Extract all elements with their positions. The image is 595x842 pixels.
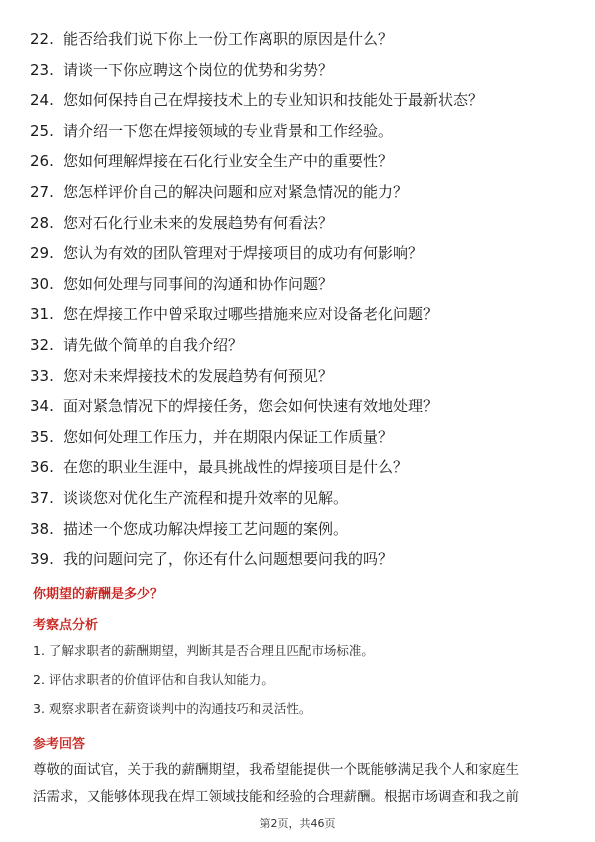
list-item: 1. 了解求职者的薪酬期望，判断其是否合理且匹配市场标准。	[33, 643, 374, 658]
list-item	[30, 269, 570, 300]
question-number: 34.	[30, 397, 54, 416]
list-item: 2. 评估求职者的价值评估和自我认知能力。	[33, 672, 274, 687]
question-text: 面对紧急情况下的焊接任务，您会如何快速有效地处理？	[63, 397, 439, 416]
question-number: 31.	[30, 305, 54, 324]
salary-question-heading: 你期望的薪酬是多少？	[33, 587, 164, 602]
question-text: 请谈一下你应聘这个岗位的优势和劣势？	[63, 60, 334, 79]
answer-line: 活需求，又能够体现我在焊工领域技能和经验的合理薪酬。根据市场调查和我之前	[33, 789, 519, 805]
question-number: 27.	[30, 182, 54, 201]
list-item	[30, 330, 570, 361]
question-text: 您如何处理与同事间的沟通和协作问题？	[63, 274, 334, 293]
question-number: 39.	[30, 550, 54, 569]
question-text: 您如何处理工作压力，并在期限内保证工作质量？	[63, 427, 394, 446]
list-item	[30, 208, 570, 239]
question-number: 29.	[30, 244, 54, 263]
question-text: 谈谈您对优化生产流程和提升效率的见解。	[63, 488, 349, 507]
answer-paragraph	[33, 757, 563, 811]
list-item	[30, 391, 570, 422]
list-item	[30, 116, 570, 147]
question-number: 24.	[30, 91, 54, 110]
points-heading: 考察点分析	[33, 618, 99, 633]
list-item	[30, 55, 570, 86]
answer-heading: 参考回答	[33, 737, 86, 752]
question-number: 23.	[30, 60, 54, 79]
page-footer: 第2页，共46页	[259, 817, 336, 830]
question-number: 38.	[30, 519, 54, 538]
question-number: 30.	[30, 274, 54, 293]
question-number: 28.	[30, 213, 54, 232]
list-item	[30, 514, 570, 545]
question-text: 您认为有效的团队管理对于焊接项目的成功有何影响？	[63, 244, 424, 263]
points-list	[33, 640, 374, 727]
list-item	[30, 422, 570, 453]
question-text: 我的问题问完了，你还有什么问题想要问我的吗？	[63, 550, 394, 569]
question-text: 您对石化行业未来的发展趋势有何看法？	[63, 213, 334, 232]
list-item	[30, 299, 570, 330]
list-item	[30, 544, 570, 575]
list-item	[30, 24, 570, 55]
list-item	[30, 238, 570, 269]
answer-line: 尊敬的面试官，关于我的薪酬期望，我希望能提供一个既能够满足我个人和家庭生	[33, 762, 519, 778]
question-text: 您对未来焊接技术的发展趋势有何预见？	[63, 366, 334, 385]
question-text: 您如何保持自己在焊接技术上的专业知识和技能处于最新状态？	[63, 91, 484, 110]
question-text: 您如何理解焊接在石化行业安全生产中的重要性？	[63, 152, 394, 171]
list-item: 3. 观察求职者在薪资谈判中的沟通技巧和灵活性。	[33, 701, 312, 716]
list-item	[30, 483, 570, 514]
question-number: 33.	[30, 366, 54, 385]
question-number: 25.	[30, 121, 54, 140]
question-number: 36.	[30, 458, 54, 477]
question-text: 能否给我们说下你上一份工作离职的原因是什么？	[63, 30, 394, 48]
question-list	[30, 24, 570, 575]
question-number: 22.	[30, 30, 54, 48]
question-number: 32.	[30, 335, 54, 354]
question-text: 您怎样评价自己的解决问题和应对紧急情况的能力？	[63, 182, 409, 201]
list-item	[30, 146, 570, 177]
question-text: 描述一个您成功解决焊接工艺问题的案例。	[63, 519, 349, 538]
question-number: 26.	[30, 152, 54, 171]
list-item	[30, 177, 570, 208]
question-text: 您在焊接工作中曾采取过哪些措施来应对设备老化问题？	[63, 305, 439, 324]
question-number: 37.	[30, 488, 54, 507]
list-item	[30, 85, 570, 116]
question-text: 请先做个简单的自我介绍？	[63, 335, 244, 354]
list-item	[30, 361, 570, 392]
question-text: 在您的职业生涯中，最具挑战性的焊接项目是什么？	[63, 458, 409, 477]
question-text: 请介绍一下您在焊接领域的专业背景和工作经验。	[63, 121, 394, 140]
list-item	[30, 452, 570, 483]
question-number: 35.	[30, 427, 54, 446]
